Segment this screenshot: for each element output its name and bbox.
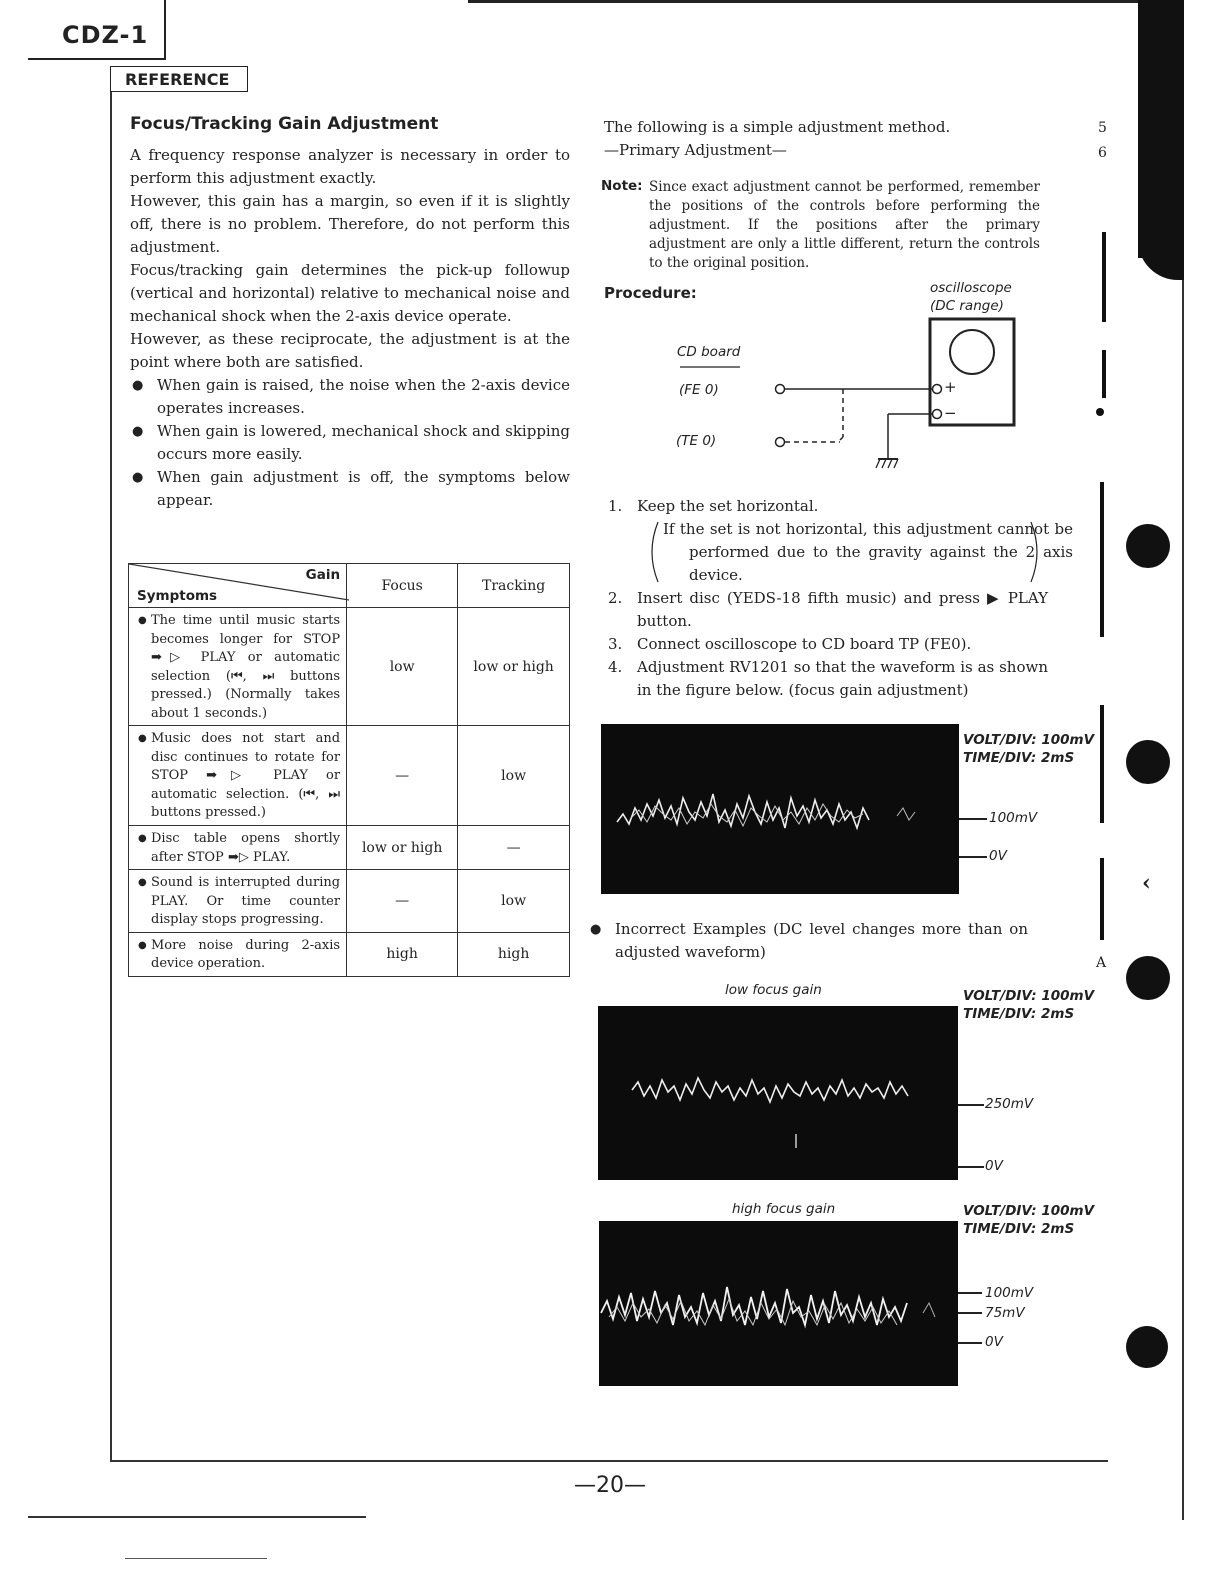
margin-hole <box>1126 1326 1168 1368</box>
step-number: 2. <box>608 589 623 607</box>
focus-cell: high <box>347 932 458 976</box>
section-title: Focus/Tracking Gain Adjustment <box>130 114 439 134</box>
scope1-level-label: 100mV <box>989 810 1038 826</box>
symptom-cell: ● Sound is interrupted during PLAY. Or time counter display stops progressing. <box>129 870 347 933</box>
procedure-label: Procedure: <box>604 284 697 302</box>
level-tick <box>958 1292 982 1294</box>
connection-diagram <box>660 312 1030 482</box>
margin-bar <box>1100 858 1104 940</box>
step-text: Connect oscilloscope to CD board TP (FE0). <box>637 635 972 653</box>
incorrect-item: ● Incorrect Examples (DC level changes more than on adjusted waveform) <box>588 918 1028 964</box>
table-row <box>129 870 570 933</box>
focus-cell: low <box>347 608 458 726</box>
high-gain-waveform-display <box>599 1221 958 1386</box>
margin-arrow-icon: ‹ <box>1142 870 1151 896</box>
intro-paragraphs <box>130 144 570 512</box>
step-text: Keep the set horizontal. <box>637 497 819 515</box>
level-tick <box>959 818 987 820</box>
paragraph: However, this gain has a margin, so even if it is slightly off, there is no problem. Therefore, do not perform this adjustment. <box>130 192 570 256</box>
scope1-time-div: TIME/DIV: 2mS <box>963 750 1075 766</box>
margin-dot <box>1096 408 1104 416</box>
procedure-steps <box>608 495 1073 702</box>
oscilloscope-label: oscilloscope <box>930 280 1012 296</box>
bullet-item: ● When gain is raised, the noise when the 2-axis device operates increases. <box>130 374 570 420</box>
note-text: Since exact adjustment cannot be performed, remember the positions of the controls before performing the adjustment. If the positions after the primary adjustment are only a little different, return the controls to the original position. <box>649 179 1040 271</box>
bullet-item: ● When gain adjustment is off, the symptoms below appear. <box>130 466 570 512</box>
high-gain-waveform <box>599 1221 958 1386</box>
scope2-zero-label: 0V <box>985 1158 1003 1174</box>
scope3-time-div: TIME/DIV: 2mS <box>963 1221 1075 1237</box>
margin-bar <box>1100 705 1104 823</box>
margin-mark-a: A <box>1096 955 1107 971</box>
margin-bar <box>1100 482 1104 637</box>
step-number: 4. <box>608 658 623 676</box>
scope2-caption: low focus gain <box>725 982 822 998</box>
zero-tick <box>958 1166 984 1168</box>
paragraph: However, as these reciprocate, the adjustment is at the point where both are satisfied. <box>130 330 570 371</box>
table-row <box>129 726 570 826</box>
bullet-list <box>130 374 570 512</box>
left-paren-icon <box>645 520 661 584</box>
table-row <box>129 608 570 726</box>
minus-terminal-label: − <box>944 404 957 422</box>
scope1-zero-label: 0V <box>989 848 1007 864</box>
te0-label: (TE 0) <box>676 433 717 449</box>
step1-note-wrapper <box>608 518 1073 587</box>
tracking-cell: low or high <box>458 608 570 726</box>
paragraph: A frequency response analyzer is necessary in order to perform this adjustment exactly. <box>130 146 570 187</box>
focus-cell: — <box>347 870 458 933</box>
low-gain-waveform-display <box>598 1006 958 1180</box>
corner-gain-label: Gain <box>305 567 341 583</box>
margin-bar <box>1102 232 1106 322</box>
intro-line: The following is a simple adjustment method. <box>604 118 951 136</box>
section-label: REFERENCE <box>110 66 248 92</box>
tracking-cell: low <box>458 726 570 826</box>
fe0-label: (FE 0) <box>679 382 719 398</box>
corner-symptoms-label: Symptoms <box>137 588 218 604</box>
step-text: Insert disc (YEDS-18 fifth music) and press ▶ PLAY button. <box>637 589 1048 630</box>
model-label: CDZ-1 <box>28 0 166 60</box>
plus-terminal-label: + <box>944 378 957 396</box>
correct-waveform-display <box>601 724 959 894</box>
top-rule <box>468 0 1184 3</box>
intro-text <box>604 116 1044 162</box>
incorrect-examples <box>588 918 1028 964</box>
paragraph: Focus/tracking gain determines the pick-up followup (vertical and horizontal) relative to mechanical noise and mechanical shock when the 2-axis device operate. <box>130 261 570 325</box>
table-header-row <box>129 564 570 608</box>
step-number: 1. <box>608 497 623 515</box>
symptom-cell: ● The time until music starts becomes longer for STOP ➡▷ PLAY or automatic selection (⏮, ⏭ buttons pressed.) (Normally takes about 1 seconds.) <box>129 608 347 726</box>
zero-tick <box>959 856 987 858</box>
step1-note: If the set is not horizontal, this adjustment cannot be performed due to the gravity against the 2 axis device. <box>663 520 1073 584</box>
footer-rule <box>28 1516 366 1518</box>
focus-cell: low or high <box>347 826 458 870</box>
tracking-cell: low <box>458 870 570 933</box>
tracking-cell: high <box>458 932 570 976</box>
scope3-level1-label: 100mV <box>985 1285 1034 1301</box>
bullet-item: ● When gain is lowered, mechanical shock and skipping occurs more easily. <box>130 420 570 466</box>
step-number: 3. <box>608 635 623 653</box>
margin-hole <box>1126 956 1170 1000</box>
table-row <box>129 826 570 870</box>
step-item <box>608 656 1048 702</box>
left-column <box>130 114 570 512</box>
step-text: Adjustment RV1201 so that the waveform is as shown in the figure below. (focus gain adjustment) <box>637 658 1048 699</box>
margin-bar <box>1102 350 1106 398</box>
correct-waveform <box>601 724 959 894</box>
scope1-volt-div: VOLT/DIV: 100mV <box>963 732 1095 748</box>
margin-hole <box>1126 740 1170 784</box>
step-item <box>608 495 1048 518</box>
symptoms-table <box>128 563 570 977</box>
margin-mark-6: 6 <box>1098 145 1107 161</box>
tracking-cell: — <box>458 826 570 870</box>
margin-hole <box>1126 524 1170 568</box>
step-item <box>608 587 1048 633</box>
primary-adjustment-heading: —Primary Adjustment— <box>604 141 787 159</box>
scope3-level2-label: 75mV <box>985 1305 1025 1321</box>
table-row <box>129 932 570 976</box>
symptom-cell: ● Disc table opens shortly after STOP ➡▷ PLAY. <box>129 826 347 870</box>
footer-rule-2 <box>125 1558 267 1559</box>
margin-mark-5: 5 <box>1098 120 1107 136</box>
symptom-cell: ● More noise during 2-axis device operation. <box>129 932 347 976</box>
scope2-volt-div: VOLT/DIV: 100mV <box>963 988 1095 1004</box>
right-paren-icon <box>1028 520 1044 584</box>
page-number: —20— <box>574 1473 646 1498</box>
incorrect-list <box>588 918 1028 964</box>
zero-tick <box>958 1342 982 1344</box>
note-label: Note: <box>601 178 643 194</box>
scope3-volt-div: VOLT/DIV: 100mV <box>963 1203 1095 1219</box>
tracking-header: Tracking <box>458 564 570 608</box>
left-frame-rule <box>110 92 112 1462</box>
scope3-caption: high focus gain <box>732 1201 836 1217</box>
scope3-zero-label: 0V <box>985 1334 1003 1350</box>
dc-range-label: (DC range) <box>930 298 1004 314</box>
symptom-cell: ● Music does not start and disc continues to rotate for STOP ➡▷ PLAY or automatic selection. (⏮, ⏭ buttons pressed.) <box>129 726 347 826</box>
scope2-level-label: 250mV <box>985 1096 1034 1112</box>
low-gain-waveform <box>598 1006 958 1180</box>
level-tick <box>958 1104 984 1106</box>
scan-edge-curve <box>1138 240 1184 280</box>
scope2-time-div: TIME/DIV: 2mS <box>963 1006 1075 1022</box>
cd-board-label: CD board <box>677 344 741 360</box>
level-tick <box>958 1312 982 1314</box>
focus-cell: — <box>347 726 458 826</box>
focus-header: Focus <box>347 564 458 608</box>
corner-cell <box>129 564 347 608</box>
scan-edge-shadow <box>1138 0 1184 258</box>
step-item <box>608 633 1048 656</box>
bottom-rule <box>110 1460 1108 1462</box>
